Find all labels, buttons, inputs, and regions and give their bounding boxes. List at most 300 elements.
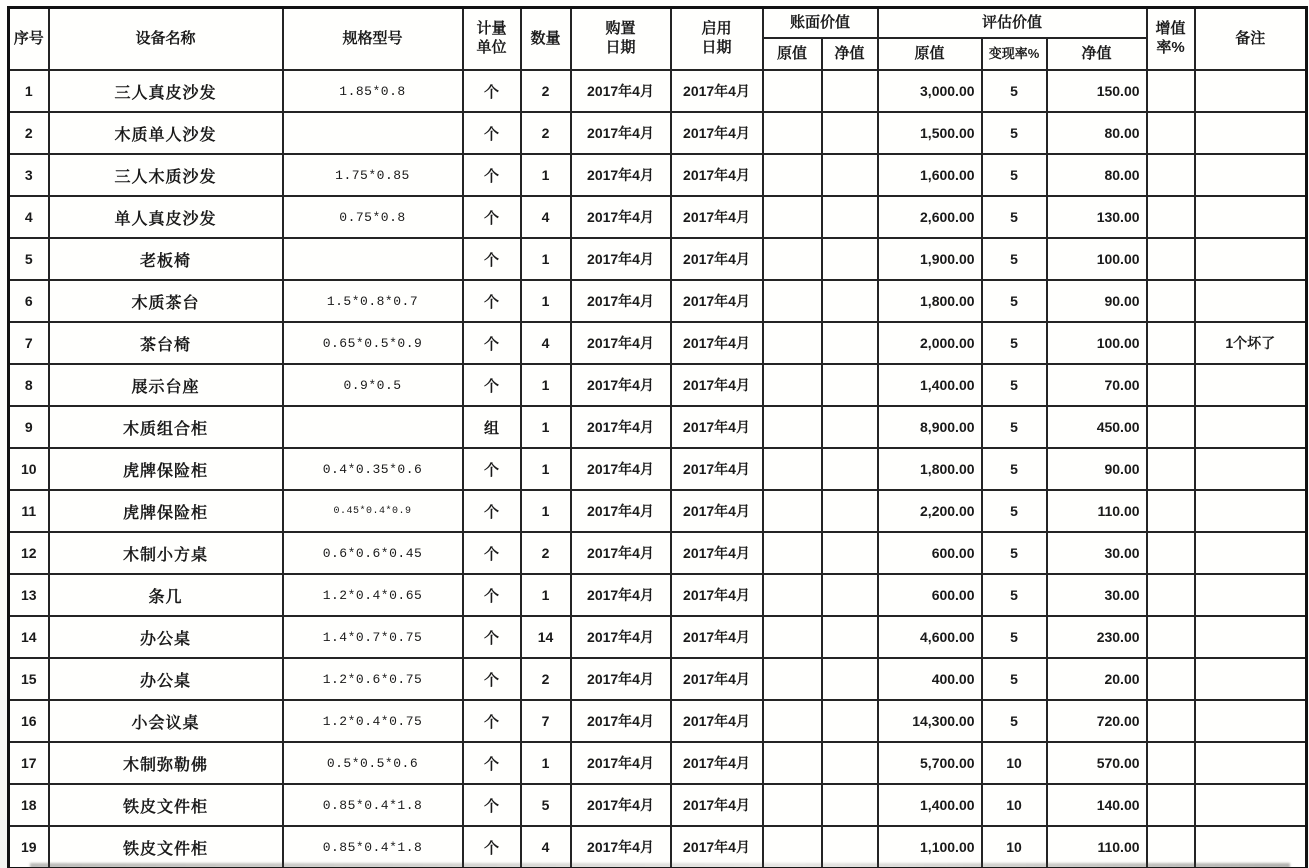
cell-spec-model: 0.75*0.8 [283, 196, 463, 238]
table-row [9, 616, 1307, 658]
cell-assess-rate: 5 [982, 70, 1047, 112]
table-row [9, 574, 1307, 616]
cell-purchase-date: 2017年4月 [571, 70, 671, 112]
cell-book-original [763, 406, 822, 448]
cell-assess-original: 1,400.00 [878, 364, 982, 406]
cell-book-original [763, 532, 822, 574]
cell-quantity: 1 [521, 364, 571, 406]
header-group-assessed-value: 评估价值 [878, 8, 1147, 39]
cell-remark [1195, 112, 1307, 154]
header-unit: 计量 单位 [463, 8, 521, 71]
cell-appreciation-rate [1147, 280, 1195, 322]
cell-book-original [763, 658, 822, 700]
cell-unit: 个 [463, 616, 521, 658]
cell-assess-net: 130.00 [1047, 196, 1147, 238]
cell-equipment-name: 铁皮文件柜 [49, 784, 283, 826]
cell-book-net [822, 826, 878, 868]
cell-quantity: 2 [521, 658, 571, 700]
cell-start-date: 2017年4月 [671, 406, 763, 448]
cell-purchase-date: 2017年4月 [571, 154, 671, 196]
cell-assess-rate: 5 [982, 532, 1047, 574]
cell-purchase-date: 2017年4月 [571, 112, 671, 154]
cell-unit: 个 [463, 238, 521, 280]
cell-purchase-date: 2017年4月 [571, 700, 671, 742]
table-body [9, 70, 1307, 868]
cell-start-date: 2017年4月 [671, 280, 763, 322]
cell-unit: 个 [463, 112, 521, 154]
cell-purchase-date: 2017年4月 [571, 406, 671, 448]
cell-unit: 个 [463, 700, 521, 742]
cell-purchase-date: 2017年4月 [571, 238, 671, 280]
cell-start-date: 2017年4月 [671, 238, 763, 280]
cell-appreciation-rate [1147, 784, 1195, 826]
cell-equipment-name: 木制弥勒佛 [49, 742, 283, 784]
cell-assess-rate: 5 [982, 280, 1047, 322]
cell-unit: 个 [463, 490, 521, 532]
cell-spec-model: 0.85*0.4*1.8 [283, 826, 463, 868]
cell-quantity: 4 [521, 826, 571, 868]
cell-assess-original: 1,600.00 [878, 154, 982, 196]
cell-equipment-name: 木制小方桌 [49, 532, 283, 574]
cell-book-original [763, 112, 822, 154]
cell-index: 8 [9, 364, 49, 406]
table-row [9, 784, 1307, 826]
table-row [9, 532, 1307, 574]
cell-book-original [763, 700, 822, 742]
cell-remark [1195, 154, 1307, 196]
header-index: 序号 [9, 8, 49, 71]
header-remark: 备注 [1195, 8, 1307, 71]
cell-index: 1 [9, 70, 49, 112]
header-group-book-value: 账面价值 [763, 8, 878, 39]
cell-remark: 1个坏了 [1195, 322, 1307, 364]
cell-appreciation-rate [1147, 154, 1195, 196]
table-row [9, 700, 1307, 742]
cell-equipment-name: 三人木质沙发 [49, 154, 283, 196]
cell-quantity: 5 [521, 784, 571, 826]
cell-assess-net: 570.00 [1047, 742, 1147, 784]
cell-purchase-date: 2017年4月 [571, 532, 671, 574]
cell-equipment-name: 铁皮文件柜 [49, 826, 283, 868]
cell-unit: 个 [463, 574, 521, 616]
cell-purchase-date: 2017年4月 [571, 448, 671, 490]
cell-spec-model [283, 238, 463, 280]
cell-book-original [763, 574, 822, 616]
cell-remark [1195, 406, 1307, 448]
cell-equipment-name: 办公桌 [49, 616, 283, 658]
cell-assess-rate: 10 [982, 784, 1047, 826]
cell-appreciation-rate [1147, 448, 1195, 490]
cell-quantity: 4 [521, 196, 571, 238]
cell-index: 4 [9, 196, 49, 238]
cell-purchase-date: 2017年4月 [571, 196, 671, 238]
cell-quantity: 2 [521, 70, 571, 112]
cell-appreciation-rate [1147, 196, 1195, 238]
cell-assess-rate: 5 [982, 112, 1047, 154]
cell-assess-net: 100.00 [1047, 322, 1147, 364]
header-equipment-name: 设备名称 [49, 8, 283, 71]
cell-assess-rate: 5 [982, 154, 1047, 196]
cell-book-original [763, 70, 822, 112]
cell-purchase-date: 2017年4月 [571, 574, 671, 616]
cell-book-net [822, 574, 878, 616]
cell-book-original [763, 238, 822, 280]
cell-spec-model: 1.75*0.85 [283, 154, 463, 196]
cell-index: 13 [9, 574, 49, 616]
cell-assess-original: 1,900.00 [878, 238, 982, 280]
cell-start-date: 2017年4月 [671, 196, 763, 238]
cell-appreciation-rate [1147, 616, 1195, 658]
cell-index: 17 [9, 742, 49, 784]
cell-assess-original: 600.00 [878, 532, 982, 574]
cell-unit: 个 [463, 532, 521, 574]
header-start-date: 启用 日期 [671, 8, 763, 71]
cell-book-original [763, 280, 822, 322]
cell-book-net [822, 616, 878, 658]
cell-quantity: 2 [521, 112, 571, 154]
cell-appreciation-rate [1147, 490, 1195, 532]
cell-remark [1195, 574, 1307, 616]
cell-spec-model [283, 406, 463, 448]
cell-assess-rate: 5 [982, 364, 1047, 406]
asset-valuation-table [7, 6, 1308, 868]
cell-assess-rate: 10 [982, 742, 1047, 784]
cell-equipment-name: 单人真皮沙发 [49, 196, 283, 238]
cell-appreciation-rate [1147, 532, 1195, 574]
cell-index: 10 [9, 448, 49, 490]
cell-book-net [822, 154, 878, 196]
cell-assess-rate: 10 [982, 826, 1047, 868]
cell-purchase-date: 2017年4月 [571, 658, 671, 700]
cell-appreciation-rate [1147, 406, 1195, 448]
cell-book-net [822, 490, 878, 532]
cell-purchase-date: 2017年4月 [571, 490, 671, 532]
cell-assess-original: 1,800.00 [878, 280, 982, 322]
cell-remark [1195, 700, 1307, 742]
cell-equipment-name: 小会议桌 [49, 700, 283, 742]
cell-remark [1195, 196, 1307, 238]
cell-equipment-name: 条几 [49, 574, 283, 616]
cell-index: 12 [9, 532, 49, 574]
cell-assess-rate: 5 [982, 574, 1047, 616]
cell-equipment-name: 木质组合柜 [49, 406, 283, 448]
cell-index: 19 [9, 826, 49, 868]
cell-start-date: 2017年4月 [671, 364, 763, 406]
cell-book-original [763, 448, 822, 490]
cell-assess-net: 230.00 [1047, 616, 1147, 658]
table-row [9, 70, 1307, 112]
cell-assess-net: 30.00 [1047, 574, 1147, 616]
cell-index: 15 [9, 658, 49, 700]
cell-start-date: 2017年4月 [671, 154, 763, 196]
cell-spec-model: 1.5*0.8*0.7 [283, 280, 463, 322]
cell-purchase-date: 2017年4月 [571, 280, 671, 322]
table-row [9, 448, 1307, 490]
cell-assess-net: 90.00 [1047, 448, 1147, 490]
cell-assess-net: 140.00 [1047, 784, 1147, 826]
cell-start-date: 2017年4月 [671, 658, 763, 700]
cell-start-date: 2017年4月 [671, 700, 763, 742]
cell-remark [1195, 490, 1307, 532]
cell-index: 14 [9, 616, 49, 658]
cell-equipment-name: 展示台座 [49, 364, 283, 406]
cell-start-date: 2017年4月 [671, 448, 763, 490]
cell-assess-net: 90.00 [1047, 280, 1147, 322]
cell-spec-model: 0.45*0.4*0.9 [283, 490, 463, 532]
cell-book-net [822, 280, 878, 322]
table-row [9, 196, 1307, 238]
header-assess-original: 原值 [878, 38, 982, 70]
header-appreciation-rate: 增值 率% [1147, 8, 1195, 71]
cell-unit: 组 [463, 406, 521, 448]
cell-assess-rate: 5 [982, 700, 1047, 742]
cell-appreciation-rate [1147, 322, 1195, 364]
cell-assess-original: 600.00 [878, 574, 982, 616]
cell-purchase-date: 2017年4月 [571, 784, 671, 826]
table-row [9, 322, 1307, 364]
cell-assess-original: 400.00 [878, 658, 982, 700]
cell-assess-original: 2,600.00 [878, 196, 982, 238]
cell-assess-net: 20.00 [1047, 658, 1147, 700]
cell-book-net [822, 364, 878, 406]
cell-quantity: 14 [521, 616, 571, 658]
cell-book-original [763, 490, 822, 532]
cell-equipment-name: 茶台椅 [49, 322, 283, 364]
cell-quantity: 1 [521, 448, 571, 490]
cell-remark [1195, 616, 1307, 658]
cell-unit: 个 [463, 196, 521, 238]
cell-assess-original: 1,100.00 [878, 826, 982, 868]
cell-assess-rate: 5 [982, 616, 1047, 658]
cell-assess-rate: 5 [982, 658, 1047, 700]
cell-equipment-name: 虎牌保险柜 [49, 448, 283, 490]
table-row [9, 490, 1307, 532]
cell-start-date: 2017年4月 [671, 826, 763, 868]
cell-equipment-name: 木质茶台 [49, 280, 283, 322]
cell-book-original [763, 364, 822, 406]
cell-spec-model: 1.4*0.7*0.75 [283, 616, 463, 658]
cell-book-net [822, 406, 878, 448]
header-assess-net: 净值 [1047, 38, 1147, 70]
cell-start-date: 2017年4月 [671, 70, 763, 112]
cell-spec-model: 0.9*0.5 [283, 364, 463, 406]
cell-assess-net: 80.00 [1047, 154, 1147, 196]
table-row [9, 406, 1307, 448]
header-purchase-date: 购置 日期 [571, 8, 671, 71]
cell-spec-model: 1.2*0.4*0.65 [283, 574, 463, 616]
cell-unit: 个 [463, 280, 521, 322]
cell-book-original [763, 322, 822, 364]
cell-book-original [763, 616, 822, 658]
cell-assess-rate: 5 [982, 490, 1047, 532]
cell-index: 5 [9, 238, 49, 280]
header-book-net: 净值 [822, 38, 878, 70]
cell-spec-model: 0.85*0.4*1.8 [283, 784, 463, 826]
cell-appreciation-rate [1147, 826, 1195, 868]
cell-start-date: 2017年4月 [671, 574, 763, 616]
cell-purchase-date: 2017年4月 [571, 826, 671, 868]
cell-start-date: 2017年4月 [671, 322, 763, 364]
cell-spec-model: 1.2*0.6*0.75 [283, 658, 463, 700]
cell-remark [1195, 658, 1307, 700]
cell-quantity: 1 [521, 742, 571, 784]
cell-book-net [822, 112, 878, 154]
cell-spec-model: 0.4*0.35*0.6 [283, 448, 463, 490]
cell-quantity: 7 [521, 700, 571, 742]
cell-index: 11 [9, 490, 49, 532]
cell-book-original [763, 784, 822, 826]
cell-equipment-name: 老板椅 [49, 238, 283, 280]
cell-quantity: 1 [521, 280, 571, 322]
cell-index: 9 [9, 406, 49, 448]
cell-assess-original: 8,900.00 [878, 406, 982, 448]
cell-quantity: 1 [521, 490, 571, 532]
cell-assess-rate: 5 [982, 448, 1047, 490]
table-header [9, 8, 1307, 71]
cell-book-net [822, 700, 878, 742]
cell-appreciation-rate [1147, 238, 1195, 280]
cell-book-original [763, 826, 822, 868]
cell-appreciation-rate [1147, 112, 1195, 154]
cell-start-date: 2017年4月 [671, 112, 763, 154]
cell-assess-original: 3,000.00 [878, 70, 982, 112]
cell-book-net [822, 70, 878, 112]
cell-appreciation-rate [1147, 700, 1195, 742]
cell-equipment-name: 三人真皮沙发 [49, 70, 283, 112]
cell-quantity: 1 [521, 154, 571, 196]
cell-purchase-date: 2017年4月 [571, 364, 671, 406]
cell-unit: 个 [463, 784, 521, 826]
header-assess-rate: 变现率% [982, 38, 1047, 70]
cell-assess-rate: 5 [982, 322, 1047, 364]
cell-equipment-name: 办公桌 [49, 658, 283, 700]
cell-book-net [822, 532, 878, 574]
cell-unit: 个 [463, 448, 521, 490]
cell-unit: 个 [463, 364, 521, 406]
cell-unit: 个 [463, 322, 521, 364]
cell-assess-net: 720.00 [1047, 700, 1147, 742]
scan-shadow-artifact [30, 863, 1290, 868]
cell-start-date: 2017年4月 [671, 532, 763, 574]
cell-index: 16 [9, 700, 49, 742]
cell-quantity: 1 [521, 238, 571, 280]
cell-assess-net: 110.00 [1047, 490, 1147, 532]
cell-assess-net: 80.00 [1047, 112, 1147, 154]
table-row [9, 826, 1307, 868]
cell-spec-model [283, 112, 463, 154]
table-row [9, 154, 1307, 196]
cell-index: 2 [9, 112, 49, 154]
cell-quantity: 2 [521, 532, 571, 574]
cell-remark [1195, 742, 1307, 784]
cell-assess-net: 70.00 [1047, 364, 1147, 406]
cell-book-net [822, 322, 878, 364]
cell-purchase-date: 2017年4月 [571, 742, 671, 784]
cell-quantity: 1 [521, 574, 571, 616]
cell-remark [1195, 70, 1307, 112]
cell-assess-net: 100.00 [1047, 238, 1147, 280]
cell-book-net [822, 784, 878, 826]
cell-index: 3 [9, 154, 49, 196]
cell-appreciation-rate [1147, 658, 1195, 700]
cell-book-net [822, 238, 878, 280]
cell-appreciation-rate [1147, 364, 1195, 406]
cell-start-date: 2017年4月 [671, 490, 763, 532]
cell-remark [1195, 532, 1307, 574]
cell-purchase-date: 2017年4月 [571, 322, 671, 364]
cell-assess-original: 4,600.00 [878, 616, 982, 658]
cell-index: 6 [9, 280, 49, 322]
cell-index: 7 [9, 322, 49, 364]
cell-assess-net: 450.00 [1047, 406, 1147, 448]
cell-assess-original: 1,400.00 [878, 784, 982, 826]
cell-remark [1195, 784, 1307, 826]
cell-unit: 个 [463, 826, 521, 868]
cell-book-original [763, 196, 822, 238]
cell-assess-original: 1,800.00 [878, 448, 982, 490]
cell-assess-rate: 5 [982, 196, 1047, 238]
cell-equipment-name: 虎牌保险柜 [49, 490, 283, 532]
table-row [9, 364, 1307, 406]
cell-appreciation-rate [1147, 574, 1195, 616]
table-row [9, 112, 1307, 154]
cell-unit: 个 [463, 70, 521, 112]
cell-remark [1195, 364, 1307, 406]
cell-remark [1195, 826, 1307, 868]
cell-book-net [822, 742, 878, 784]
cell-spec-model: 1.2*0.4*0.75 [283, 700, 463, 742]
header-spec-model: 规格型号 [283, 8, 463, 71]
table-row [9, 742, 1307, 784]
cell-start-date: 2017年4月 [671, 742, 763, 784]
cell-assess-net: 150.00 [1047, 70, 1147, 112]
cell-purchase-date: 2017年4月 [571, 616, 671, 658]
cell-book-net [822, 658, 878, 700]
cell-assess-rate: 5 [982, 406, 1047, 448]
header-quantity: 数量 [521, 8, 571, 71]
cell-equipment-name: 木质单人沙发 [49, 112, 283, 154]
cell-remark [1195, 448, 1307, 490]
cell-spec-model: 0.6*0.6*0.45 [283, 532, 463, 574]
table-row [9, 658, 1307, 700]
table-row [9, 280, 1307, 322]
cell-assess-original: 2,000.00 [878, 322, 982, 364]
cell-book-original [763, 154, 822, 196]
cell-quantity: 4 [521, 322, 571, 364]
cell-assess-original: 2,200.00 [878, 490, 982, 532]
cell-assess-rate: 5 [982, 238, 1047, 280]
cell-spec-model: 1.85*0.8 [283, 70, 463, 112]
table-row [9, 238, 1307, 280]
cell-quantity: 1 [521, 406, 571, 448]
cell-book-original [763, 742, 822, 784]
cell-unit: 个 [463, 154, 521, 196]
cell-assess-net: 110.00 [1047, 826, 1147, 868]
cell-book-net [822, 448, 878, 490]
cell-assess-original: 5,700.00 [878, 742, 982, 784]
cell-unit: 个 [463, 742, 521, 784]
cell-start-date: 2017年4月 [671, 784, 763, 826]
cell-appreciation-rate [1147, 70, 1195, 112]
cell-remark [1195, 280, 1307, 322]
cell-book-net [822, 196, 878, 238]
cell-appreciation-rate [1147, 742, 1195, 784]
header-book-original: 原值 [763, 38, 822, 70]
cell-start-date: 2017年4月 [671, 616, 763, 658]
cell-index: 18 [9, 784, 49, 826]
cell-spec-model: 0.65*0.5*0.9 [283, 322, 463, 364]
cell-spec-model: 0.5*0.5*0.6 [283, 742, 463, 784]
